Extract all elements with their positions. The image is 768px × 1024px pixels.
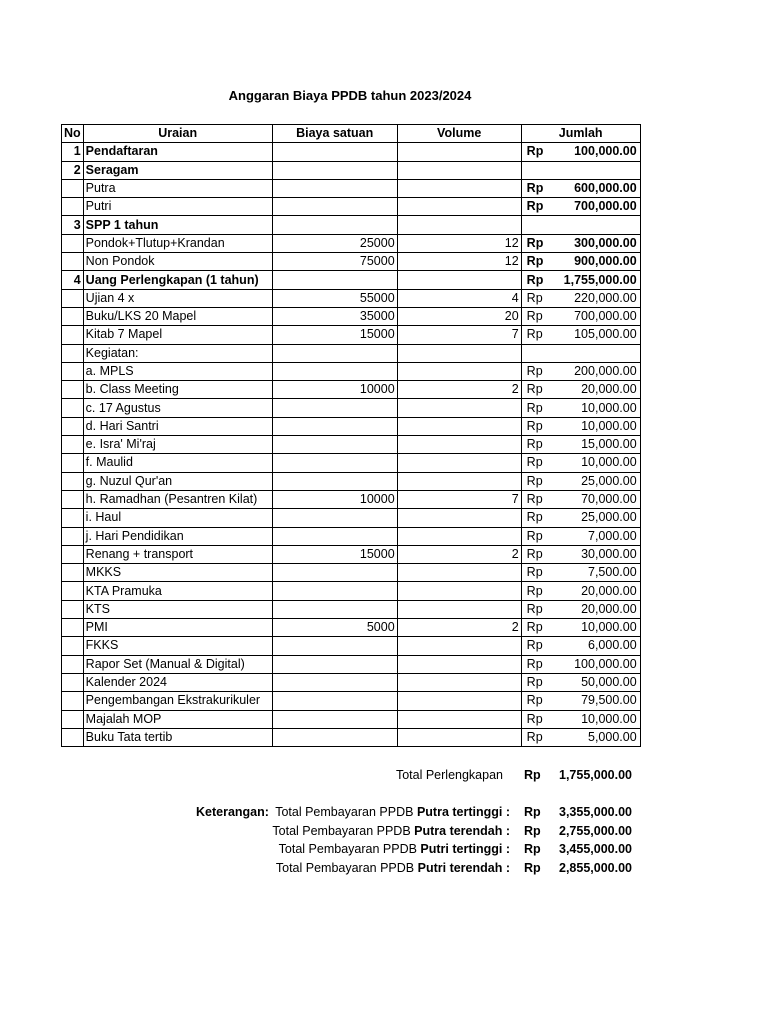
summary-amount: 3,455,000.00: [559, 842, 632, 856]
row-biaya-satuan: [272, 582, 397, 600]
row-no: [62, 509, 84, 527]
row-jumlah: 105,000.00: [555, 326, 640, 344]
table-row: [62, 527, 641, 545]
row-uraian: Uang Perlengkapan (1 tahun): [83, 271, 272, 289]
row-no: [62, 582, 84, 600]
row-volume: [397, 454, 521, 472]
row-no: [62, 179, 84, 197]
row-no: [62, 326, 84, 344]
row-volume: [397, 728, 521, 746]
row-biaya-satuan: [272, 143, 397, 161]
table-row: [62, 143, 641, 161]
row-no: [62, 673, 84, 691]
row-currency: Rp: [521, 307, 555, 325]
row-biaya-satuan: [272, 655, 397, 673]
row-jumlah: 10,000.00: [555, 399, 640, 417]
row-currency: Rp: [521, 472, 555, 490]
row-jumlah: 70,000.00: [555, 490, 640, 508]
total-label: Total Perlengkapan: [395, 768, 503, 782]
row-volume: [397, 417, 521, 435]
table-row: [62, 381, 641, 399]
row-jumlah: 300,000.00: [555, 234, 640, 252]
row-uraian: j. Hari Pendidikan: [83, 527, 272, 545]
row-currency: Rp: [521, 655, 555, 673]
row-volume: [397, 179, 521, 197]
row-jumlah: 200,000.00: [555, 362, 640, 380]
row-currency: Rp: [521, 381, 555, 399]
row-volume: [397, 344, 521, 362]
table-row: [62, 436, 641, 454]
row-biaya-satuan: [272, 472, 397, 490]
row-currency: Rp: [521, 673, 555, 691]
row-jumlah: [555, 161, 640, 179]
page-title: Anggaran Biaya PPDB tahun 2023/2024: [228, 88, 472, 103]
summary-category: Putra tertinggi :: [416, 805, 510, 819]
table-row: [62, 692, 641, 710]
row-uraian: Pondok+Tlutup+Krandan: [83, 234, 272, 252]
row-uraian: b. Class Meeting: [83, 381, 272, 399]
row-no: [62, 198, 84, 216]
row-uraian: i. Haul: [83, 509, 272, 527]
row-jumlah: 50,000.00: [555, 673, 640, 691]
row-currency: Rp: [521, 436, 555, 454]
table-row: [62, 655, 641, 673]
summary-rp: Rp: [524, 860, 541, 875]
row-volume: [397, 600, 521, 618]
row-biaya-satuan: 10000: [272, 490, 397, 508]
keterangan-label: Keterangan:: [196, 805, 269, 819]
row-currency: Rp: [521, 326, 555, 344]
row-jumlah: 20,000.00: [555, 381, 640, 399]
summary-category: Putri terendah :: [417, 860, 510, 875]
row-biaya-satuan: 15000: [272, 326, 397, 344]
row-uraian: KTA Pramuka: [83, 582, 272, 600]
row-uraian: Majalah MOP: [83, 710, 272, 728]
summary-line: [0, 805, 768, 823]
table-row: [62, 216, 641, 234]
table-row: [62, 307, 641, 325]
row-uraian: Renang + transport: [83, 545, 272, 563]
table-row: [62, 472, 641, 490]
row-jumlah: [555, 344, 640, 362]
summary-rp: Rp: [524, 805, 541, 819]
row-volume: [397, 216, 521, 234]
table-row: [62, 179, 641, 197]
table-row: [62, 728, 641, 746]
row-no: [62, 545, 84, 563]
row-jumlah: 20,000.00: [555, 582, 640, 600]
row-currency: Rp: [521, 527, 555, 545]
table-row: [62, 326, 641, 344]
row-uraian: Seragam: [83, 161, 272, 179]
table-row: [62, 234, 641, 252]
row-volume: [397, 564, 521, 582]
header-jumlah: Jumlah: [521, 125, 640, 143]
summary-label: [275, 805, 510, 819]
row-volume: 7: [397, 490, 521, 508]
row-jumlah: 700,000.00: [555, 198, 640, 216]
row-volume: [397, 527, 521, 545]
header-volume: Volume: [397, 125, 521, 143]
summary-label: [276, 861, 510, 875]
row-biaya-satuan: [272, 179, 397, 197]
row-uraian: MKKS: [83, 564, 272, 582]
row-biaya-satuan: [272, 509, 397, 527]
row-jumlah: 1,755,000.00: [555, 271, 640, 289]
row-biaya-satuan: [272, 728, 397, 746]
row-no: [62, 399, 84, 417]
row-currency: Rp: [521, 582, 555, 600]
row-volume: 12: [397, 253, 521, 271]
row-currency: Rp: [521, 637, 555, 655]
row-volume: [397, 472, 521, 490]
table-row: [62, 600, 641, 618]
table-row: [62, 582, 641, 600]
row-currency: [521, 216, 555, 234]
table-row: [62, 454, 641, 472]
row-jumlah: 25,000.00: [555, 472, 640, 490]
row-currency: [521, 161, 555, 179]
row-uraian: Putri: [83, 198, 272, 216]
summary-line: [0, 861, 768, 879]
row-volume: 20: [397, 307, 521, 325]
row-uraian: Rapor Set (Manual & Digital): [83, 655, 272, 673]
table-row: [62, 198, 641, 216]
row-biaya-satuan: [272, 161, 397, 179]
row-biaya-satuan: [272, 436, 397, 454]
summary-label: [279, 842, 510, 856]
row-biaya-satuan: [272, 362, 397, 380]
row-currency: Rp: [521, 289, 555, 307]
row-currency: Rp: [521, 728, 555, 746]
row-no: [62, 728, 84, 746]
row-currency: Rp: [521, 490, 555, 508]
header-no: No: [62, 125, 84, 143]
row-volume: [397, 362, 521, 380]
table-row: [62, 161, 641, 179]
header-biaya-satuan: Biaya satuan: [272, 125, 397, 143]
row-volume: [397, 198, 521, 216]
row-biaya-satuan: 55000: [272, 289, 397, 307]
total-rp: Rp: [524, 768, 541, 782]
summary-label: [272, 824, 510, 838]
row-volume: [397, 637, 521, 655]
row-uraian: Buku/LKS 20 Mapel: [83, 307, 272, 325]
summary-prefix: Total Pembayaran PPDB: [278, 842, 421, 856]
row-uraian: Pendaftaran: [83, 143, 272, 161]
row-volume: 12: [397, 234, 521, 252]
row-volume: [397, 161, 521, 179]
table-row: [62, 344, 641, 362]
row-currency: [521, 344, 555, 362]
row-volume: [397, 692, 521, 710]
row-volume: 4: [397, 289, 521, 307]
row-currency: Rp: [521, 253, 555, 271]
row-biaya-satuan: [272, 271, 397, 289]
row-uraian: Ujian 4 x: [83, 289, 272, 307]
row-uraian: Kalender 2024: [83, 673, 272, 691]
row-jumlah: 220,000.00: [555, 289, 640, 307]
row-uraian: PMI: [83, 619, 272, 637]
row-no: [62, 710, 84, 728]
row-volume: 7: [397, 326, 521, 344]
table-row: [62, 509, 641, 527]
row-volume: [397, 436, 521, 454]
row-biaya-satuan: [272, 564, 397, 582]
table-row: [62, 710, 641, 728]
row-no: [62, 307, 84, 325]
row-no: 2: [62, 161, 84, 179]
row-jumlah: 100,000.00: [555, 143, 640, 161]
row-no: [62, 234, 84, 252]
table-row: [62, 673, 641, 691]
row-no: [62, 344, 84, 362]
table-row: [62, 399, 641, 417]
row-uraian: g. Nuzul Qur'an: [83, 472, 272, 490]
row-biaya-satuan: [272, 344, 397, 362]
row-jumlah: 30,000.00: [555, 545, 640, 563]
row-biaya-satuan: [272, 216, 397, 234]
row-biaya-satuan: [272, 692, 397, 710]
row-volume: [397, 710, 521, 728]
summary-amount: 3,355,000.00: [559, 805, 632, 819]
row-currency: Rp: [521, 362, 555, 380]
row-no: [62, 436, 84, 454]
table-header-row: [62, 125, 641, 143]
row-currency: Rp: [521, 600, 555, 618]
row-biaya-satuan: [272, 454, 397, 472]
summary-amount: 2,855,000.00: [559, 860, 632, 875]
row-volume: 2: [397, 545, 521, 563]
row-currency: Rp: [521, 271, 555, 289]
row-biaya-satuan: 15000: [272, 545, 397, 563]
row-biaya-satuan: [272, 399, 397, 417]
row-currency: Rp: [521, 399, 555, 417]
row-volume: 2: [397, 381, 521, 399]
row-biaya-satuan: [272, 637, 397, 655]
table-row: [62, 564, 641, 582]
row-jumlah: 900,000.00: [555, 253, 640, 271]
row-currency: Rp: [521, 417, 555, 435]
row-biaya-satuan: 25000: [272, 234, 397, 252]
row-uraian: Non Pondok: [83, 253, 272, 271]
row-biaya-satuan: 10000: [272, 381, 397, 399]
row-no: [62, 289, 84, 307]
total-amount: 1,755,000.00: [559, 768, 632, 782]
summary-line: [0, 842, 768, 860]
table-row: [62, 417, 641, 435]
row-volume: 2: [397, 619, 521, 637]
summary-prefix: Total Pembayaran PPDB: [275, 805, 417, 819]
row-currency: Rp: [521, 619, 555, 637]
row-no: 3: [62, 216, 84, 234]
row-volume: [397, 271, 521, 289]
row-jumlah: 20,000.00: [555, 600, 640, 618]
row-uraian: Pengembangan Ekstrakurikuler: [83, 692, 272, 710]
row-currency: Rp: [521, 545, 555, 563]
row-volume: [397, 673, 521, 691]
row-biaya-satuan: 5000: [272, 619, 397, 637]
row-uraian: c. 17 Agustus: [83, 399, 272, 417]
row-uraian: Kitab 7 Mapel: [83, 326, 272, 344]
row-no: [62, 253, 84, 271]
row-no: [62, 564, 84, 582]
row-no: [62, 362, 84, 380]
row-currency: Rp: [521, 564, 555, 582]
table-row: [62, 619, 641, 637]
row-currency: Rp: [521, 692, 555, 710]
row-currency: Rp: [521, 454, 555, 472]
summary-category: Putri tertinggi :: [420, 842, 510, 856]
table-row: [62, 637, 641, 655]
row-no: [62, 527, 84, 545]
row-jumlah: 25,000.00: [555, 509, 640, 527]
table-body: [62, 143, 641, 747]
table-row: [62, 362, 641, 380]
row-currency: Rp: [521, 179, 555, 197]
row-jumlah: 700,000.00: [555, 307, 640, 325]
row-no: [62, 381, 84, 399]
row-jumlah: 7,500.00: [555, 564, 640, 582]
row-uraian: e. Isra' Mi'raj: [83, 436, 272, 454]
summary-rp: Rp: [524, 842, 541, 856]
row-uraian: a. MPLS: [83, 362, 272, 380]
row-no: [62, 637, 84, 655]
table-row: [62, 289, 641, 307]
row-no: [62, 417, 84, 435]
row-uraian: Kegiatan:: [83, 344, 272, 362]
row-uraian: SPP 1 tahun: [83, 216, 272, 234]
row-biaya-satuan: [272, 198, 397, 216]
row-jumlah: 7,000.00: [555, 527, 640, 545]
row-no: [62, 454, 84, 472]
summary-line: [0, 824, 768, 842]
summary-prefix: Total Pembayaran PPDB: [272, 823, 415, 838]
row-jumlah: 10,000.00: [555, 619, 640, 637]
row-jumlah: [555, 216, 640, 234]
row-jumlah: 79,500.00: [555, 692, 640, 710]
row-currency: Rp: [521, 234, 555, 252]
row-no: [62, 490, 84, 508]
row-volume: [397, 399, 521, 417]
row-no: 1: [62, 143, 84, 161]
row-currency: Rp: [521, 198, 555, 216]
row-biaya-satuan: [272, 417, 397, 435]
row-no: [62, 619, 84, 637]
row-uraian: KTS: [83, 600, 272, 618]
row-jumlah: 10,000.00: [555, 710, 640, 728]
row-jumlah: 5,000.00: [555, 728, 640, 746]
table-row: [62, 490, 641, 508]
row-biaya-satuan: [272, 710, 397, 728]
header-uraian: Uraian: [83, 125, 272, 143]
row-uraian: d. Hari Santri: [83, 417, 272, 435]
row-currency: Rp: [521, 143, 555, 161]
row-jumlah: 600,000.00: [555, 179, 640, 197]
row-currency: Rp: [521, 509, 555, 527]
row-biaya-satuan: [272, 673, 397, 691]
row-no: [62, 472, 84, 490]
row-biaya-satuan: [272, 527, 397, 545]
row-no: [62, 600, 84, 618]
row-uraian: Buku Tata tertib: [83, 728, 272, 746]
summary-category: Putra terendah :: [414, 823, 510, 838]
table-row: [62, 545, 641, 563]
row-currency: Rp: [521, 710, 555, 728]
table-row: [62, 271, 641, 289]
row-biaya-satuan: 75000: [272, 253, 397, 271]
row-biaya-satuan: 35000: [272, 307, 397, 325]
row-no: 4: [62, 271, 84, 289]
row-volume: [397, 509, 521, 527]
row-jumlah: 100,000.00: [555, 655, 640, 673]
row-jumlah: 15,000.00: [555, 436, 640, 454]
row-jumlah: 10,000.00: [555, 417, 640, 435]
budget-table: [61, 124, 641, 747]
row-biaya-satuan: [272, 600, 397, 618]
table-row: [62, 253, 641, 271]
row-uraian: h. Ramadhan (Pesantren Kilat): [83, 490, 272, 508]
row-uraian: Putra: [83, 179, 272, 197]
row-jumlah: 10,000.00: [555, 454, 640, 472]
summary-rp: Rp: [524, 823, 541, 838]
keterangan-section: [0, 805, 768, 885]
row-volume: [397, 582, 521, 600]
row-jumlah: 6,000.00: [555, 637, 640, 655]
total-perlengkapan-line: [0, 768, 768, 786]
summary-prefix: Total Pembayaran PPDB: [275, 860, 418, 875]
row-uraian: f. Maulid: [83, 454, 272, 472]
row-uraian: FKKS: [83, 637, 272, 655]
row-no: [62, 655, 84, 673]
summary-amount: 2,755,000.00: [559, 823, 632, 838]
row-volume: [397, 143, 521, 161]
row-no: [62, 692, 84, 710]
row-volume: [397, 655, 521, 673]
